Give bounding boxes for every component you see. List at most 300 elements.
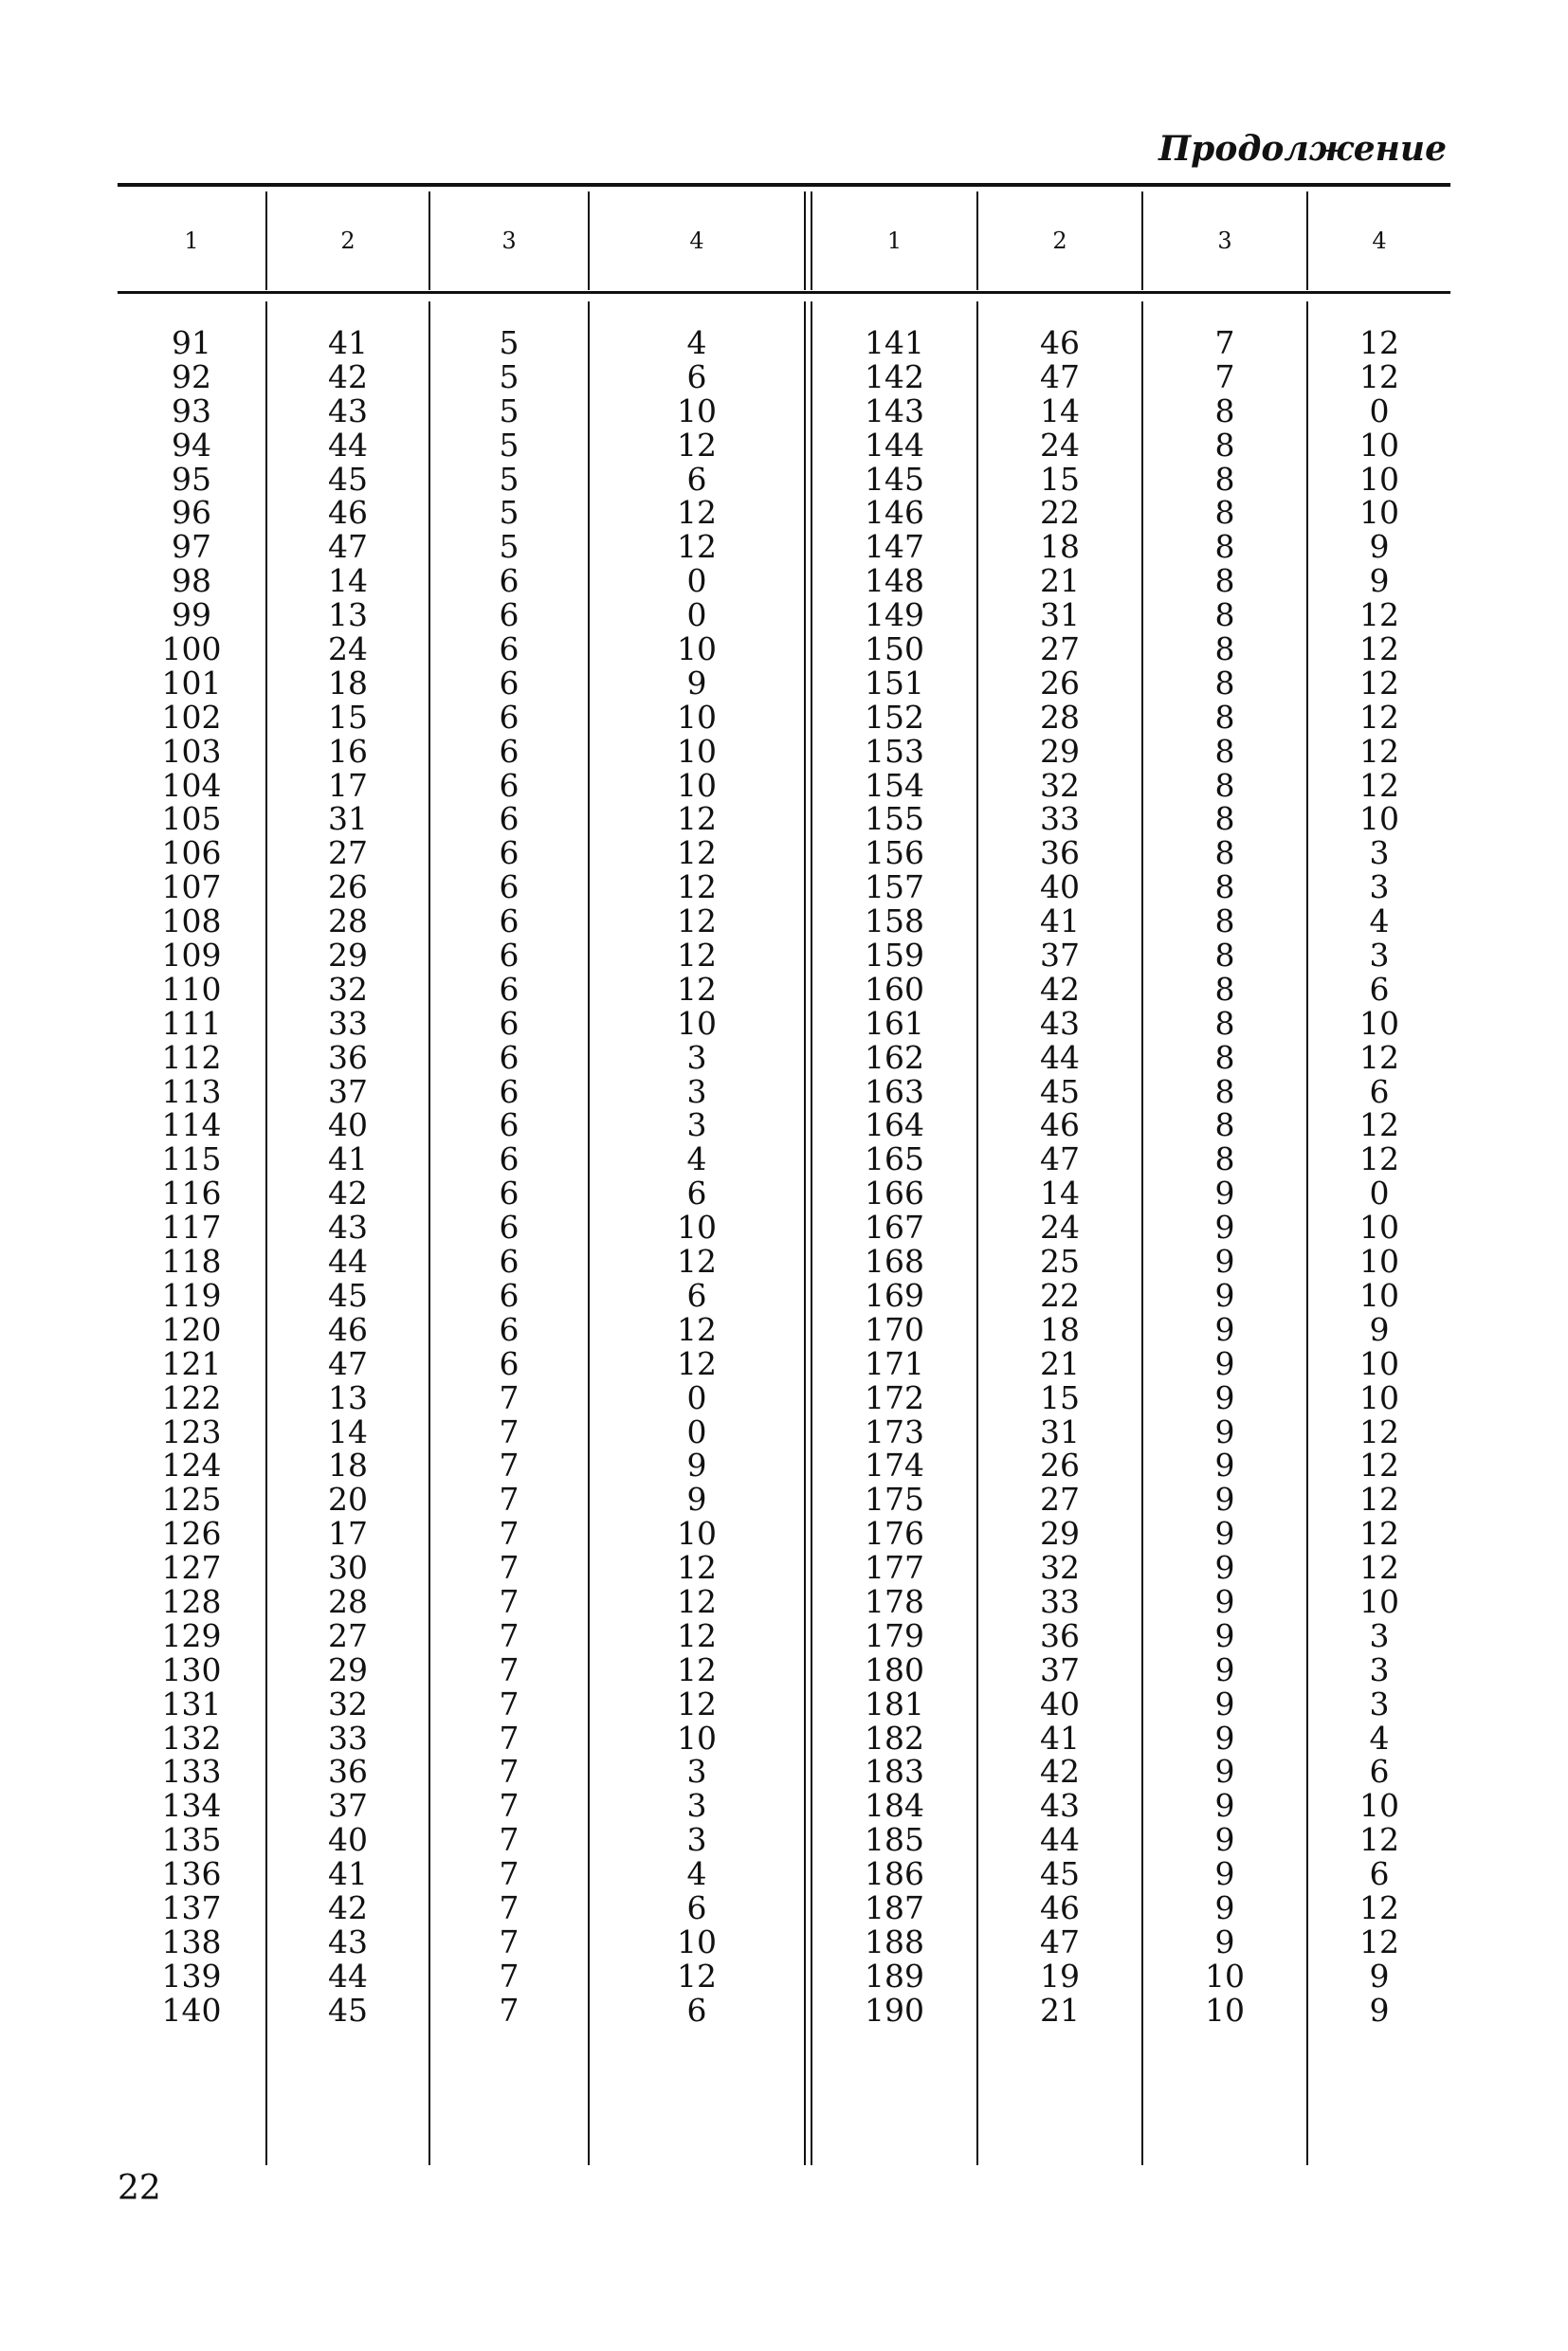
table-cell: 9: [1214, 1821, 1235, 1859]
table-cell: 43: [1040, 1787, 1080, 1825]
column-2-left: [267, 326, 428, 2028]
table-cell: 121: [161, 1344, 222, 1382]
table-cell: 142: [865, 357, 924, 395]
table-cell: 183: [865, 1753, 924, 1791]
table-cell: 12: [677, 1957, 717, 1995]
table-cell: 7: [499, 1753, 520, 1791]
table-cell: 9: [1214, 1412, 1235, 1450]
table-cell: 12: [677, 1310, 717, 1348]
table-cell: 3: [686, 1106, 707, 1144]
table-cell: 27: [328, 1616, 368, 1654]
table-cell: 6: [686, 1888, 707, 1926]
table-cell: 107: [161, 868, 222, 906]
table-cell: 100: [161, 630, 222, 668]
table-cell: 31: [328, 800, 368, 838]
table-cell: 155: [865, 800, 924, 838]
table-cell: 10: [1359, 1378, 1399, 1416]
table-cell: 6: [499, 868, 520, 906]
table-cell: 46: [328, 1310, 368, 1348]
table-cell: 162: [865, 1038, 924, 1076]
table-cell: 42: [1040, 1753, 1080, 1791]
table-cell: 10: [677, 1209, 717, 1247]
table-cell: 10: [1359, 800, 1399, 838]
table-cell: 126: [161, 1515, 222, 1553]
table-cell: 99: [172, 596, 211, 634]
table-cell: 5: [499, 324, 520, 361]
table-cell: 6: [1369, 970, 1390, 1008]
table-cell: 9: [1214, 1616, 1235, 1654]
table-cell: 3: [686, 1038, 707, 1076]
table-cell: 14: [1040, 392, 1080, 429]
table-cell: 9: [1214, 1344, 1235, 1382]
table-cell: 3: [1369, 1685, 1390, 1722]
table-cell: 33: [328, 1004, 368, 1042]
table-cell: 7: [499, 1650, 520, 1688]
table-cell: 118: [161, 1243, 222, 1281]
table-cell: 41: [328, 1855, 368, 1893]
table-cell: 98: [172, 562, 211, 600]
table-cell: 6: [499, 562, 520, 600]
table-cell: 12: [677, 1243, 717, 1281]
table-cell: 10: [1359, 1344, 1399, 1382]
table-cell: 9: [1214, 1310, 1235, 1348]
table-cell: 5: [499, 528, 520, 566]
table-cell: 117: [161, 1209, 222, 1247]
table-cell: 12: [677, 1582, 717, 1620]
table-cell: 4: [686, 324, 707, 361]
table-cell: 29: [328, 1650, 368, 1688]
table-cell: 119: [161, 1276, 222, 1314]
table-cell: 12: [677, 426, 717, 464]
table-cell: 123: [161, 1412, 222, 1450]
table-cell: 10: [677, 732, 717, 770]
table-cell: 97: [172, 528, 211, 566]
table-cell: 153: [865, 732, 924, 770]
table-cell: 10: [1359, 1787, 1399, 1825]
table-cell: 152: [865, 698, 924, 736]
table-cell: 10: [1359, 1276, 1399, 1314]
table-cell: 167: [865, 1209, 924, 1247]
table-cell: 16: [328, 732, 368, 770]
header-col-3-right: 3: [1217, 228, 1232, 254]
column-4-left: [590, 326, 804, 2028]
table-cell: 6: [686, 1991, 707, 2029]
table-cell: 29: [1040, 732, 1080, 770]
table-cell: 6: [499, 1072, 520, 1110]
table-cell: 154: [865, 766, 924, 804]
table-cell: 9: [1369, 562, 1390, 600]
table-cell: 95: [172, 460, 211, 498]
table-cell: 12: [1359, 766, 1399, 804]
table-cell: 9: [1369, 528, 1390, 566]
table-cell: 9: [1214, 1549, 1235, 1587]
table-cell: 6: [499, 1209, 520, 1247]
table-cell: 6: [499, 1140, 520, 1178]
table-cell: 178: [865, 1582, 924, 1620]
table-cell: 42: [328, 1175, 368, 1212]
table-cell: 3: [1369, 937, 1390, 975]
table-cell: 43: [328, 392, 368, 429]
table-cell: 43: [328, 1209, 368, 1247]
table-cell: 9: [1214, 1787, 1235, 1825]
table-cell: 6: [499, 698, 520, 736]
table-cell: 8: [1214, 596, 1235, 634]
table-cell: 12: [677, 800, 717, 838]
table-cell: 6: [499, 596, 520, 634]
table-cell: 131: [161, 1685, 222, 1722]
column-3-left: [430, 326, 588, 2028]
table-cell: 14: [328, 562, 368, 600]
table-cell: 9: [1214, 1888, 1235, 1926]
table-cell: 9: [1214, 1209, 1235, 1247]
table-cell: 45: [328, 460, 368, 498]
table-cell: 12: [1359, 664, 1399, 702]
table-cell: 165: [865, 1140, 924, 1178]
table-cell: 27: [1040, 1481, 1080, 1519]
table-cell: 4: [1369, 902, 1390, 940]
table-cell: 115: [161, 1140, 222, 1178]
table-cell: 7: [499, 1821, 520, 1859]
table-cell: 0: [686, 596, 707, 634]
table-cell: 6: [499, 1106, 520, 1144]
header-col-1-left: 1: [184, 228, 199, 254]
table-cell: 28: [328, 902, 368, 940]
header-col-4-right: 4: [1372, 228, 1387, 254]
table-cell: 12: [1359, 1888, 1399, 1926]
table-cell: 3: [686, 1787, 707, 1825]
table-cell: 6: [499, 902, 520, 940]
table-cell: 9: [1369, 1957, 1390, 1995]
table-cell: 40: [1040, 1685, 1080, 1722]
table-cell: 42: [328, 357, 368, 395]
table-cell: 186: [865, 1855, 924, 1893]
table-cell: 12: [677, 1616, 717, 1654]
table-cell: 7: [499, 1378, 520, 1416]
table-cell: 9: [1369, 1991, 1390, 2029]
table-cell: 6: [499, 1243, 520, 1281]
table-cell: 46: [328, 494, 368, 532]
table-cell: 102: [161, 698, 222, 736]
table-cell: 144: [865, 426, 924, 464]
table-cell: 150: [865, 630, 924, 668]
table-cell: 17: [328, 766, 368, 804]
table-cell: 9: [686, 1447, 707, 1485]
table-cell: 112: [161, 1038, 222, 1076]
table-cell: 10: [1359, 460, 1399, 498]
table-cell: 12: [677, 1344, 717, 1382]
table-cell: 6: [499, 970, 520, 1008]
column-3-right: [1143, 326, 1306, 2028]
table-cell: 12: [1359, 357, 1399, 395]
table-cell: 0: [686, 562, 707, 600]
table-cell: 103: [161, 732, 222, 770]
table-cell: 42: [1040, 970, 1080, 1008]
table-cell: 4: [686, 1140, 707, 1178]
table-cell: 10: [1359, 1004, 1399, 1042]
table-cell: 12: [1359, 1549, 1399, 1587]
table-cell: 135: [161, 1821, 222, 1859]
table-cell: 93: [172, 392, 211, 429]
table-cell: 188: [865, 1923, 924, 1960]
table-cell: 166: [865, 1175, 924, 1212]
table-cell: 17: [328, 1515, 368, 1553]
table-cell: 179: [865, 1616, 924, 1654]
table-cell: 185: [865, 1821, 924, 1859]
table-cell: 137: [161, 1888, 222, 1926]
table-cell: 10: [677, 1719, 717, 1757]
table-cell: 3: [1369, 1650, 1390, 1688]
table-cell: 40: [328, 1821, 368, 1859]
table-cell: 12: [677, 834, 717, 872]
table-cell: 5: [499, 392, 520, 429]
table-cell: 46: [1040, 1106, 1080, 1144]
table-cell: 6: [499, 800, 520, 838]
table-cell: 21: [1040, 562, 1080, 600]
table-cell: 18: [328, 664, 368, 702]
table-cell: 8: [1214, 902, 1235, 940]
table-cell: 41: [1040, 1719, 1080, 1757]
table-cell: 171: [865, 1344, 924, 1382]
table-cell: 15: [1040, 1378, 1080, 1416]
table-cell: 8: [1214, 494, 1235, 532]
table-cell: 37: [328, 1787, 368, 1825]
table-cell: 159: [865, 937, 924, 975]
table-cell: 25: [1040, 1243, 1080, 1281]
table-cell: 6: [499, 1004, 520, 1042]
table-cell: 8: [1214, 1106, 1235, 1144]
table-cell: 116: [161, 1175, 222, 1212]
table-cell: 6: [686, 1276, 707, 1314]
table-cell: 9: [1214, 1582, 1235, 1620]
table-cell: 7: [499, 1515, 520, 1553]
table-cell: 7: [499, 1888, 520, 1926]
table-cell: 6: [499, 1310, 520, 1348]
table-cell: 27: [1040, 630, 1080, 668]
table-cell: 47: [328, 528, 368, 566]
table-cell: 7: [499, 1447, 520, 1485]
table-cell: 37: [328, 1072, 368, 1110]
table-cell: 124: [161, 1447, 222, 1485]
table-cell: 7: [499, 1855, 520, 1893]
table-cell: 36: [328, 1038, 368, 1076]
table-cell: 10: [1359, 426, 1399, 464]
table-cell: 37: [1040, 1650, 1080, 1688]
table-cell: 140: [161, 1991, 222, 2029]
table-cell: 3: [1369, 868, 1390, 906]
table-cell: 6: [1369, 1855, 1390, 1893]
table-cell: 7: [499, 1412, 520, 1450]
table-cell: 10: [677, 1923, 717, 1960]
table-cell: 9: [1214, 1685, 1235, 1722]
table-cell: 31: [1040, 1412, 1080, 1450]
table-cell: 12: [1359, 732, 1399, 770]
table-cell: 8: [1214, 1072, 1235, 1110]
table-cell: 26: [1040, 664, 1080, 702]
table-cell: 43: [328, 1923, 368, 1960]
table-cell: 12: [1359, 630, 1399, 668]
table-cell: 111: [161, 1004, 222, 1042]
table-cell: 8: [1214, 834, 1235, 872]
table-cell: 160: [865, 970, 924, 1008]
table-cell: 7: [1214, 324, 1235, 361]
table-cell: 10: [677, 630, 717, 668]
table-cell: 45: [1040, 1072, 1080, 1110]
table-cell: 8: [1214, 562, 1235, 600]
table-cell: 29: [1040, 1515, 1080, 1553]
table-cell: 12: [1359, 1447, 1399, 1485]
table-cell: 37: [1040, 937, 1080, 975]
table-cell: 114: [161, 1106, 222, 1144]
table-cell: 10: [677, 392, 717, 429]
table-cell: 122: [161, 1378, 222, 1416]
table-cell: 44: [328, 426, 368, 464]
table-cell: 174: [865, 1447, 924, 1485]
table-cell: 169: [865, 1276, 924, 1314]
table-cell: 14: [328, 1412, 368, 1450]
table-cell: 173: [865, 1412, 924, 1450]
table-cell: 12: [1359, 1140, 1399, 1178]
table-cell: 8: [1214, 1004, 1235, 1042]
table-cell: 7: [499, 1549, 520, 1587]
header-col-2-right: 2: [1052, 228, 1067, 254]
table-cell: 9: [1214, 1923, 1235, 1960]
table-cell: 106: [161, 834, 222, 872]
table-cell: 0: [1369, 392, 1390, 429]
table-cell: 130: [161, 1650, 222, 1688]
continuation-caption: Продолжение: [1158, 129, 1447, 169]
table-cell: 157: [865, 868, 924, 906]
table-cell: 147: [865, 528, 924, 566]
table-cell: 12: [677, 1549, 717, 1587]
table-cell: 9: [1214, 1175, 1235, 1212]
table-cell: 10: [1359, 1209, 1399, 1247]
table-cell: 14: [1040, 1175, 1080, 1212]
table-cell: 12: [1359, 1412, 1399, 1450]
table-cell: 6: [499, 1175, 520, 1212]
table-cell: 6: [499, 732, 520, 770]
table-cell: 12: [677, 528, 717, 566]
table-cell: 5: [499, 494, 520, 532]
table-cell: 8: [1214, 1140, 1235, 1178]
table-cell: 6: [499, 766, 520, 804]
table-cell: 12: [677, 494, 717, 532]
table-cell: 5: [499, 460, 520, 498]
table-cell: 138: [161, 1923, 222, 1960]
table-cell: 46: [1040, 1888, 1080, 1926]
table-cell: 47: [1040, 1140, 1080, 1178]
table-cell: 24: [1040, 426, 1080, 464]
column-1-left: [118, 326, 265, 2028]
table-cell: 10: [677, 698, 717, 736]
table-cell: 7: [499, 1957, 520, 1995]
table-cell: 187: [865, 1888, 924, 1926]
table-cell: 148: [865, 562, 924, 600]
table-cell: 7: [499, 1923, 520, 1960]
table-cell: 45: [328, 1276, 368, 1314]
table-cell: 12: [1359, 324, 1399, 361]
column-2-right: [978, 326, 1141, 2028]
table-cell: 10: [677, 1515, 717, 1553]
table-cell: 8: [1214, 868, 1235, 906]
double-divider: [804, 301, 806, 2165]
table-cell: 92: [172, 357, 211, 395]
table-cell: 33: [1040, 1582, 1080, 1620]
table-cell: 44: [328, 1243, 368, 1281]
page-number: 22: [118, 2169, 161, 2208]
table-cell: 22: [1040, 1276, 1080, 1314]
table-cell: 12: [677, 868, 717, 906]
table-cell: 12: [1359, 1923, 1399, 1960]
table-cell: 9: [1214, 1515, 1235, 1553]
table-cell: 46: [1040, 324, 1080, 361]
table-cell: 9: [686, 1481, 707, 1519]
table-cell: 146: [865, 494, 924, 532]
table-cell: 42: [328, 1888, 368, 1926]
table-cell: 44: [1040, 1821, 1080, 1859]
table-cell: 12: [1359, 698, 1399, 736]
table-cell: 27: [328, 834, 368, 872]
table-cell: 164: [865, 1106, 924, 1144]
table-cell: 176: [865, 1515, 924, 1553]
table-cell: 33: [1040, 800, 1080, 838]
table-cell: 133: [161, 1753, 222, 1791]
table-cell: 10: [1205, 1957, 1245, 1995]
table-cell: 12: [1359, 1821, 1399, 1859]
table-cell: 47: [1040, 357, 1080, 395]
table-cell: 10: [1205, 1991, 1245, 2029]
table-cell: 6: [499, 1344, 520, 1382]
table-cell: 9: [1214, 1276, 1235, 1314]
table-cell: 136: [161, 1855, 222, 1893]
table-cell: 7: [499, 1685, 520, 1722]
header-col-3-left: 3: [501, 228, 517, 254]
header-col-4-left: 4: [689, 228, 704, 254]
table-cell: 10: [1359, 1582, 1399, 1620]
table-cell: 113: [161, 1072, 222, 1110]
table-cell: 12: [1359, 596, 1399, 634]
table-cell: 104: [161, 766, 222, 804]
table-cell: 149: [865, 596, 924, 634]
table-cell: 8: [1214, 766, 1235, 804]
table-cell: 7: [499, 1719, 520, 1757]
table-cell: 6: [1369, 1072, 1390, 1110]
table-cell: 177: [865, 1549, 924, 1587]
table-cell: 10: [677, 766, 717, 804]
table-cell: 6: [499, 630, 520, 668]
table-cell: 45: [1040, 1855, 1080, 1893]
table-cell: 41: [328, 324, 368, 361]
table-cell: 40: [1040, 868, 1080, 906]
table-cell: 96: [172, 494, 211, 532]
table-cell: 6: [686, 460, 707, 498]
table-cell: 18: [1040, 1310, 1080, 1348]
table-cell: 12: [1359, 1106, 1399, 1144]
table-cell: 44: [328, 1957, 368, 1995]
table-cell: 24: [328, 630, 368, 668]
table-cell: 36: [1040, 1616, 1080, 1654]
table-cell: 26: [1040, 1447, 1080, 1485]
table-cell: 8: [1214, 630, 1235, 668]
table-cell: 7: [499, 1991, 520, 2029]
table-cell: 9: [1214, 1243, 1235, 1281]
table-cell: 12: [677, 1650, 717, 1688]
table-cell: 45: [328, 1991, 368, 2029]
table-cell: 5: [499, 426, 520, 464]
table-cell: 6: [499, 1276, 520, 1314]
table-cell: 32: [1040, 1549, 1080, 1587]
column-4-right: [1308, 326, 1450, 2028]
table-cell: 109: [161, 937, 222, 975]
